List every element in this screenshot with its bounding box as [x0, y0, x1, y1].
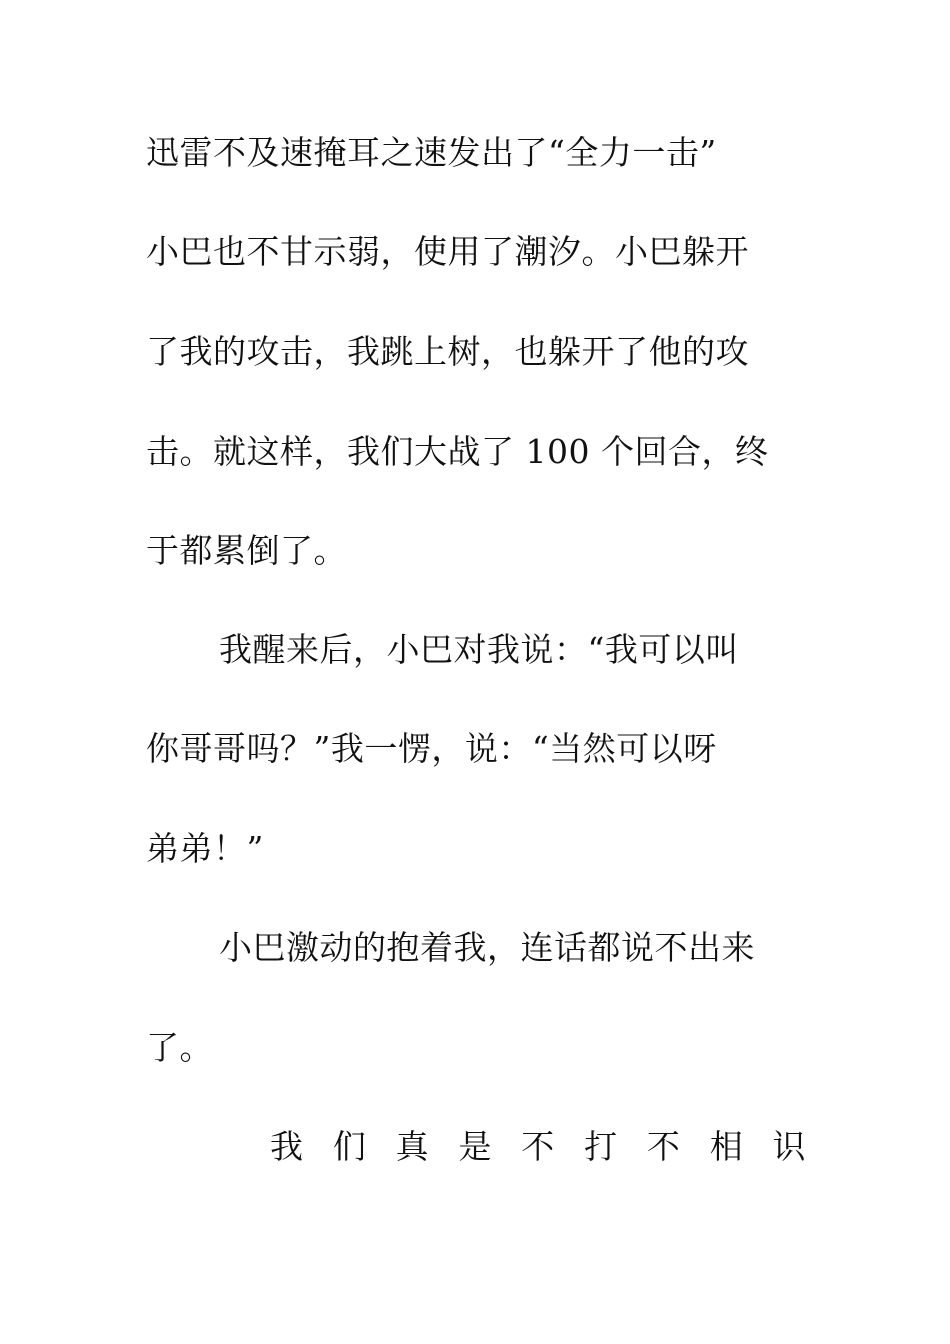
closing-char: 们 — [332, 1127, 367, 1166]
text-line: 了。 — [146, 1028, 213, 1067]
text-line: 击。就这样，我们大战了 100 个回合，终 — [146, 432, 769, 471]
text-line: 弟弟！” — [146, 829, 264, 868]
closing-char: 识 — [772, 1127, 806, 1166]
closing-char: 我 — [270, 1127, 304, 1166]
paragraph-first-line: 小巴激动的抱着我，连话都说不出来 — [219, 928, 755, 967]
text-line: 迅雷不及速掩耳之速发出了“全力一击” — [146, 133, 717, 172]
text-line: 你哥哥吗？”我一愣，说：“当然可以呀 — [146, 729, 717, 768]
paragraph-first-line: 我醒来后，小巴对我说：“我可以叫 — [219, 630, 739, 669]
closing-char: 不 — [646, 1127, 681, 1166]
text-line: 了我的攻击，我跳上树，也躲开了他的攻 — [146, 332, 749, 371]
closing-char: 相 — [709, 1127, 744, 1166]
text-line: 于都累倒了。 — [146, 531, 347, 570]
closing-char: 不 — [521, 1127, 555, 1166]
closing-char: 打 — [584, 1127, 618, 1166]
closing-char: 真 — [395, 1127, 430, 1166]
closing-char: 是 — [458, 1127, 492, 1166]
text-line: 小巴也不甘示弱，使用了潮汐。小巴躲开 — [146, 232, 749, 271]
justified-closing-line — [270, 1122, 806, 1172]
